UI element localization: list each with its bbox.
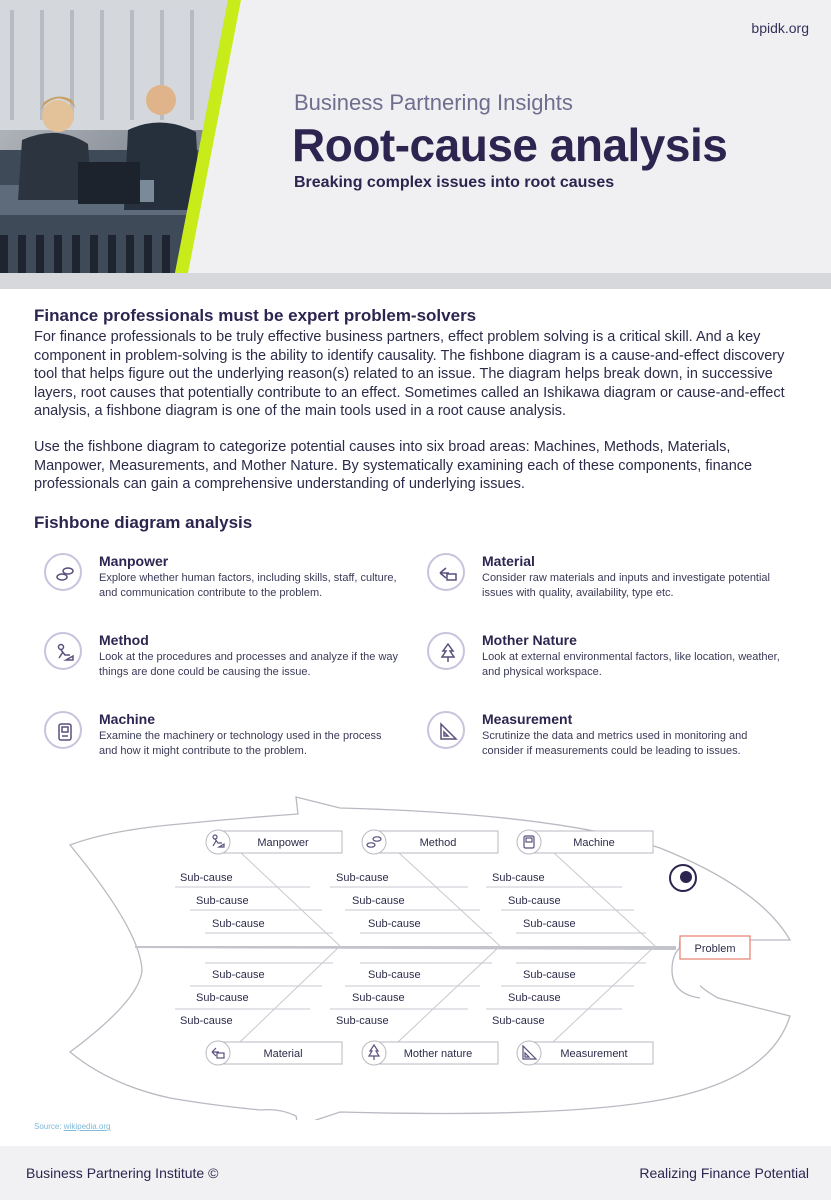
category-description: Consider raw materials and inputs and investigate potential issues with quality, availability, type etc.: [482, 572, 770, 599]
worker-icon: [44, 632, 82, 670]
subcause-label: Sub-cause: [352, 895, 405, 907]
ruler-triangle-icon: [427, 711, 465, 749]
subcause-label: Sub-cause: [196, 992, 249, 1004]
page-title: Root-cause analysis: [292, 119, 728, 171]
source-prefix: Source:: [34, 1122, 64, 1131]
subcause-labels: [180, 872, 576, 1027]
intro-paragraph-2: Use the fishbone diagram to categorize potential causes into six broad areas: Machines, Methods, Materials, Manpower, Measurements, and Mother Nature. By systematically examining each of these components, finance professionals can gain a comprehensive understanding of underlying issues.: [34, 439, 753, 492]
subcause-label: Sub-cause: [508, 992, 561, 1004]
intro-heading: Finance professionals must be expert problem-solvers: [34, 306, 477, 325]
intro-paragraph-1: For finance professionals to be truly effective business partners, effect problem solving is a critical skill. And a key component in problem-solving is the ability to identify causality. The fishbone diagram is a cause-and-effect discovery tool that helps figure out the underlying reason(s) related to an issue. The diagram helps break down, in successive layers, root causes that potentially contribute to an effect. Sometimes called an Ishikawa diagram or cause-and-effect analysis, a fishbone diagram is one of the main tools used in a root cause analysis.: [34, 329, 785, 419]
category-title: Measurement: [482, 711, 573, 727]
subcause-label: Sub-cause: [180, 1015, 233, 1027]
subcause-label: Sub-cause: [212, 969, 265, 981]
shoes-icon: [44, 553, 82, 591]
subcause-label: Sub-cause: [336, 1015, 389, 1027]
footer-tagline: Realizing Finance Potential: [639, 1165, 809, 1181]
site-url[interactable]: bpidk.org: [751, 20, 809, 36]
category-description: Look at external environmental factors, like location, weather, and physical workspace.: [482, 651, 780, 678]
fishbone-diagram: [0, 780, 831, 1120]
subcause-label: Sub-cause: [336, 872, 389, 884]
source-citation: [34, 1122, 111, 1131]
header-divider: [0, 273, 831, 289]
subcause-label: Sub-cause: [523, 918, 576, 930]
spine-line: [135, 946, 676, 950]
page-subtitle: Breaking complex issues into root causes: [294, 174, 615, 191]
materials-icon: [427, 553, 465, 591]
office-photo: [0, 0, 245, 273]
bone-label-mother-nature: [362, 1041, 498, 1065]
subcause-label: Sub-cause: [368, 969, 421, 981]
source-link[interactable]: wikipedia.org: [63, 1122, 111, 1131]
bone-label-text: Manpower: [257, 837, 309, 849]
subcause-label: Sub-cause: [180, 872, 233, 884]
category-title: Mother Nature: [482, 632, 577, 648]
machine-icon: [44, 711, 82, 749]
subcause-label: Sub-cause: [368, 918, 421, 930]
bone-label-machine: [517, 830, 653, 854]
problem-label: Problem: [694, 943, 736, 955]
bone-label-material: [206, 1041, 342, 1065]
series-kicker: Business Partnering Insights: [294, 90, 573, 115]
analysis-heading: Fishbone diagram analysis: [34, 513, 253, 532]
bone-label-measurement: [517, 1041, 653, 1065]
subcause-label: Sub-cause: [523, 969, 576, 981]
header-banner: [0, 0, 831, 273]
category-description: Scrutinize the data and metrics used in monitoring and consider if measurements could be leading to issues.: [482, 730, 748, 757]
subcause-label: Sub-cause: [492, 1015, 545, 1027]
bone-label-text: Material: [263, 1048, 303, 1060]
category-description: Explore whether human factors, including skills, staff, culture, and communication contribute to the problem.: [99, 572, 397, 599]
tree-icon: [427, 632, 465, 670]
category-description: Look at the procedures and processes and analyze if the way things are done could be causing the issue.: [99, 651, 399, 678]
subcause-label: Sub-cause: [508, 895, 561, 907]
subcause-label: Sub-cause: [352, 992, 405, 1004]
bone-label-manpower: [206, 830, 342, 854]
subcause-label: Sub-cause: [212, 918, 265, 930]
category-title: Method: [99, 632, 149, 648]
subcause-label: Sub-cause: [196, 895, 249, 907]
footer: [0, 1146, 831, 1200]
footer-organization: Business Partnering Institute ©: [26, 1165, 219, 1181]
bone-label-text: Mother nature: [403, 1048, 473, 1060]
category-title: Machine: [99, 711, 156, 727]
bone-label-text: Machine: [573, 837, 615, 849]
bone-label-method: [362, 830, 498, 854]
subcause-label: Sub-cause: [492, 872, 545, 884]
bone-label-text: Method: [419, 837, 457, 849]
problem-box: [680, 936, 750, 959]
category-description: Examine the machinery or technology used in the process and how it might contribute to the problem.: [99, 730, 382, 757]
category-title: Material: [482, 553, 535, 569]
bone-label-text: Measurement: [560, 1048, 628, 1060]
category-title: Manpower: [99, 553, 169, 569]
